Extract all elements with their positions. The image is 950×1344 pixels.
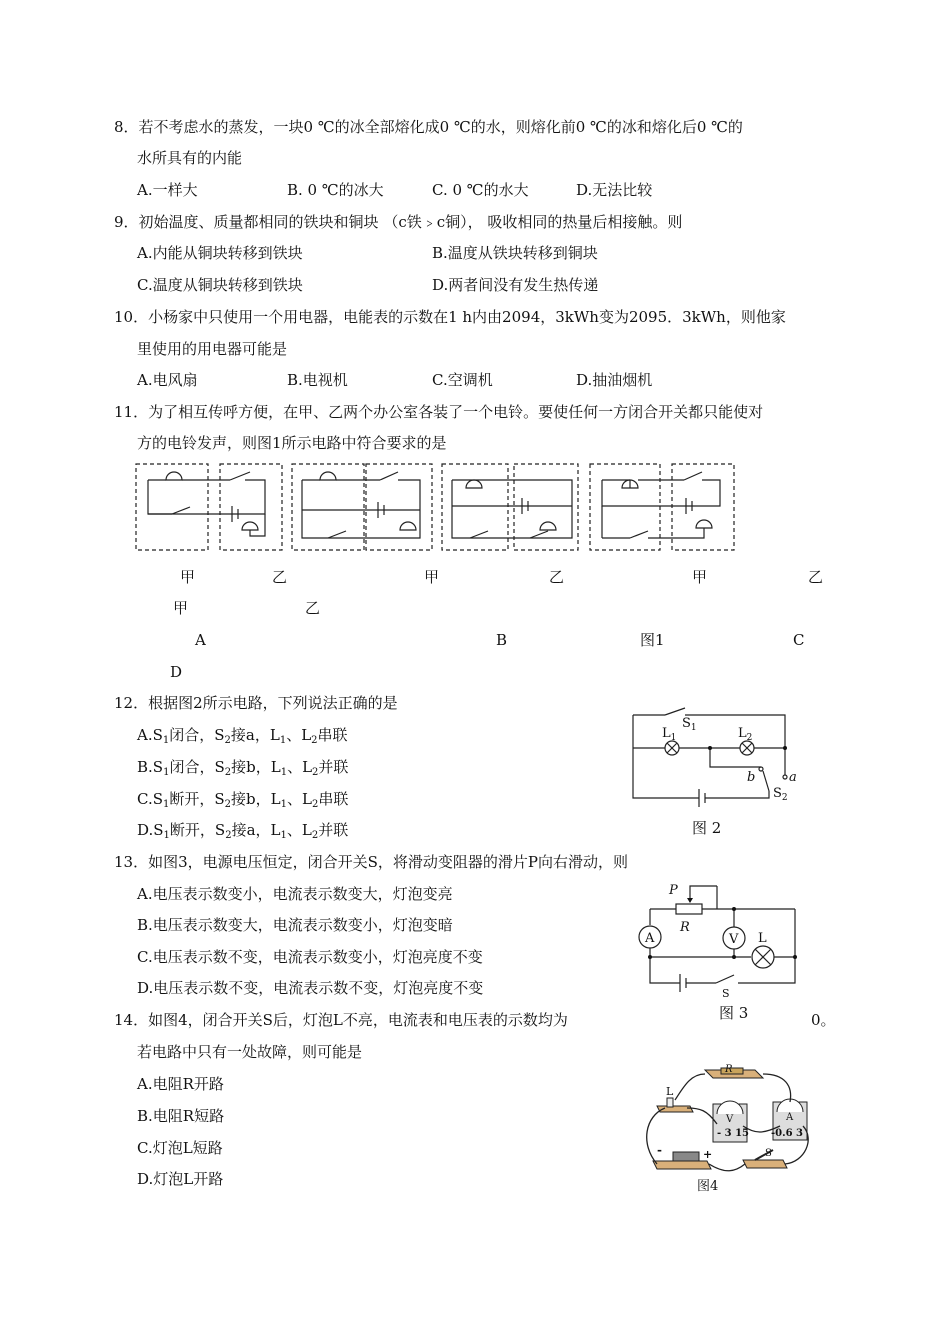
q9-option-d: D.两者间没有发生热传递 xyxy=(432,276,599,294)
fig1-label-jia-1: 甲 xyxy=(180,568,196,586)
q8-stem-line2: 水所具有的内能 xyxy=(137,149,243,167)
q13-stem: 13．如图3，电源电压恒定，闭合开关S，将滑动变阻器的滑片P向右滑动，则 xyxy=(114,853,629,871)
q9-option-a: A.内能从铜块转移到铁块 xyxy=(137,244,303,262)
q10-stem-line1: 10．小杨家中只使用一个用电器，电能表的示数在1 h内由2094，3kWh变为2095．3kWh，则他家 xyxy=(114,308,786,326)
fig1-label-jia-4: 甲 xyxy=(173,599,189,617)
q8-option-d: D.无法比较 xyxy=(576,181,653,199)
svg-text:b: b xyxy=(747,770,756,785)
fig1-label-yi-4: 乙 xyxy=(305,599,321,617)
q8-stem-line1: 8．若不考虑水的蒸发，一块0 ℃的冰全部熔化成0 ℃的水，则熔化前0 ℃的冰和熔化后0 ℃的 xyxy=(114,118,743,136)
q8-option-a: A.一样大 xyxy=(137,181,198,199)
svg-text:P: P xyxy=(669,883,678,898)
figure-3-caption: 图 3 xyxy=(719,1004,749,1022)
svg-text:L: L xyxy=(666,1085,674,1098)
figure-3-circuit xyxy=(630,880,810,1005)
figure-1-caption: 图1 xyxy=(640,631,665,649)
svg-text:L2: $L_2$ xyxy=(738,726,753,743)
svg-text:a: a xyxy=(789,770,797,785)
figure-4-caption: 图4 xyxy=(697,1179,719,1194)
q10-option-b: B.电视机 xyxy=(287,371,348,389)
fig1-label-jia-2: 甲 xyxy=(424,568,440,586)
q11-option-c: C xyxy=(793,631,805,649)
q12-stem: 12．根据图2所示电路，下列说法正确的是 xyxy=(114,694,398,712)
q14-option-a: A.电阻R开路 xyxy=(137,1075,224,1093)
fig1-label-yi-1: 乙 xyxy=(272,568,288,586)
q12-option-b: $B.S_1$闭合，$S_2$接b，$L_1$、$L_2$并联 xyxy=(137,758,349,778)
q13-option-c: C.电压表示数不变，电流表示数变小，灯泡亮度不变 xyxy=(137,948,483,966)
q13-option-a: A.电压表示数变小，电流表示数变大，灯泡变亮 xyxy=(137,885,453,903)
q12-option-a: $A.S_1$闭合，$S_2$接a，$L_1$、$L_2$串联 xyxy=(137,726,348,746)
q8-option-b: B. 0 ℃的冰大 xyxy=(287,181,384,199)
svg-text:L1: $L_1$ xyxy=(662,726,677,743)
q9-option-c: C.温度从铜块转移到铁块 xyxy=(137,276,303,294)
figure-1-circuits xyxy=(130,458,740,558)
q13-option-b: B.电压表示数变大，电流表示数变小，灯泡变暗 xyxy=(137,916,453,934)
q12-option-c: $C.S_1$断开，$S_2$接b，$L_1$、$L_2$串联 xyxy=(137,790,349,810)
svg-text:L: L xyxy=(758,931,767,946)
q8-option-c: C. 0 ℃的水大 xyxy=(432,181,529,199)
figure-4-physical-circuit xyxy=(635,1064,815,1179)
svg-text:S2: $S_2$ xyxy=(773,786,788,803)
svg-text:S: S xyxy=(765,1148,772,1159)
q10-option-a: A.电风扇 xyxy=(137,371,198,389)
q9-option-b: B.温度从铁块转移到铜块 xyxy=(432,244,598,262)
svg-text:+: + xyxy=(703,1148,713,1161)
q14-option-b: B.电阻R短路 xyxy=(137,1107,225,1125)
q11-option-b: B xyxy=(496,631,508,649)
fig1-label-yi-3: 乙 xyxy=(808,568,824,586)
svg-text:A: A xyxy=(786,1112,794,1123)
svg-text:S: S xyxy=(722,987,730,1000)
q14-stem-line1: 14．如图4，闭合开关S后，灯泡L不亮，电流表和电压表的示数均为 xyxy=(114,1011,568,1029)
svg-text:R: R xyxy=(725,1064,733,1075)
svg-text:S1: $S_1$ xyxy=(682,716,697,733)
svg-text:-0.6 3: -0.6 3 xyxy=(771,1128,803,1139)
svg-text:V: V xyxy=(726,1114,734,1125)
svg-text:A: A xyxy=(645,931,655,946)
q10-option-d: D.抽油烟机 xyxy=(576,371,653,389)
q14-option-d: D.灯泡L开路 xyxy=(137,1170,224,1188)
svg-text:-: - xyxy=(657,1143,662,1157)
q14-stem-line2: 若电路中只有一处故障，则可能是 xyxy=(137,1043,363,1061)
fig1-label-yi-2: 乙 xyxy=(549,568,565,586)
q14-stem-line1-end: 0。 xyxy=(811,1011,836,1029)
q10-stem-line2: 里使用的用电器可能是 xyxy=(137,340,288,358)
q9-stem: 9．初始温度、质量都相同的铁块和铜块 （c铁﹥c铜）， 吸收相同的热量后相接触。则 xyxy=(114,213,683,231)
figure-2-caption: 图 2 xyxy=(692,819,722,837)
q12-option-d: $D.S_1$断开，$S_2$接a，$L_1$、$L_2$并联 xyxy=(137,821,349,841)
svg-text:- 3 15: - 3 15 xyxy=(717,1128,749,1139)
q11-stem-line1: 11．为了相互传呼方便，在甲、乙两个办公室各装了一个电铃。要使任何一方闭合开关都只能使对 xyxy=(114,403,764,421)
svg-text:V: V xyxy=(729,932,739,947)
svg-text:R: R xyxy=(680,920,690,935)
q13-option-d: D.电压表示数不变，电流表示数不变，灯泡亮度不变 xyxy=(137,979,484,997)
q11-option-a: A xyxy=(195,631,206,649)
q11-option-d: D xyxy=(170,663,183,681)
q11-stem-line2: 方的电铃发声，则图1所示电路中符合要求的是 xyxy=(137,434,447,452)
q14-option-c: C.灯泡L短路 xyxy=(137,1139,223,1157)
fig1-label-jia-3: 甲 xyxy=(692,568,708,586)
q10-option-c: C.空调机 xyxy=(432,371,493,389)
